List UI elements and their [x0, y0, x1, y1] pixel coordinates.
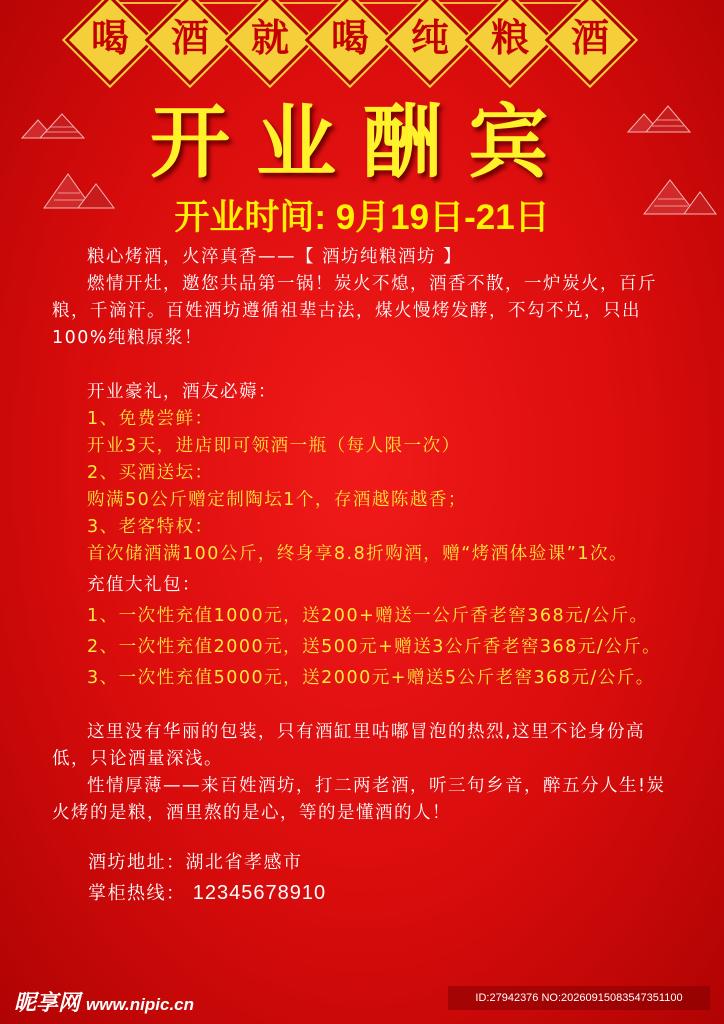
- closing-paragraph-1: 这里没有华丽的包装，只有酒缸里咕嘟冒泡的热烈,这里不论身份高低，只论酒量深浅。: [52, 722, 646, 769]
- shop-address: 酒坊地址：湖北省孝感市: [88, 852, 303, 873]
- gift-2-text: 购满50公斤赠定制陶坛1个，存酒越陈越香；: [87, 490, 467, 510]
- banner-char: 就: [250, 15, 289, 60]
- intro-line: 粮心烤酒，火淬真香——【 酒坊纯粮酒坊 】: [87, 247, 463, 267]
- gifts-heading: 开业豪礼，酒友必薅：: [87, 382, 277, 402]
- main-title: 开业酬宾: [150, 95, 574, 189]
- opening-date: 开业时间: 9月19日-21日: [174, 198, 550, 237]
- gift-3-title: 3、老客特权：: [87, 517, 214, 537]
- banner-char: 酒: [170, 15, 209, 60]
- banner-char: 喝: [330, 15, 369, 60]
- gift-3-text: 首次储酒满100公斤，终身享8.8折购酒，赠“烤酒体验课”1次。: [87, 544, 628, 564]
- recharge-heading: 充值大礼包：: [87, 575, 201, 595]
- gift-1-text: 开业3天，进店即可领酒一瓶（每人限一次）: [87, 436, 461, 456]
- content-body: [52, 244, 682, 907]
- watermark-url: www.nipic.cn: [86, 995, 195, 1014]
- intro-paragraph: 燃情开灶，邀您共品第一锅！炭火不熄，酒香不散，一炉炭火，百斤粮，千滴汗。百姓酒坊遵循祖辈古法，煤火慢烤发酵，不勾不兑，只出100%纯粮原浆！: [52, 274, 657, 348]
- recharge-item-3: 3、一次性充值5000元，送2000元+赠送5公斤老窖368元/公斤。: [87, 668, 655, 688]
- gift-1-title: 1、免费尝鲜：: [87, 409, 214, 429]
- banner-char: 纯: [410, 15, 449, 60]
- banner-char: 粮: [490, 15, 529, 60]
- slogan-banner: [60, 0, 660, 82]
- banner-char: 酒: [570, 15, 609, 60]
- recharge-item-2: 2、一次性充值2000元，送500元+赠送3公斤香老窖368元/公斤。: [87, 637, 662, 657]
- watermark-logo-text: 昵享网: [14, 990, 81, 1016]
- banner-char: 喝: [90, 15, 129, 60]
- closing-paragraph-2: 性情厚薄——来百姓酒坊，打二两老酒，听三句乡音，醉五分人生!炭火烤的是粮，酒里熬的是心，等的是懂酒的人！: [52, 776, 666, 823]
- image-id-strip: ID:27942376 NO:20260915083547351100: [448, 986, 710, 1010]
- watermark-logo: [14, 986, 194, 1017]
- gift-2-title: 2、买酒送坛：: [87, 463, 214, 483]
- hotline-number: 12345678910: [192, 882, 327, 904]
- recharge-item-1: 1、一次性充值1000元，送200+赠送一公斤香老窖368元/公斤。: [87, 606, 649, 626]
- hotline-label: 掌柜热线：: [88, 883, 186, 904]
- hotline-row: [52, 880, 682, 907]
